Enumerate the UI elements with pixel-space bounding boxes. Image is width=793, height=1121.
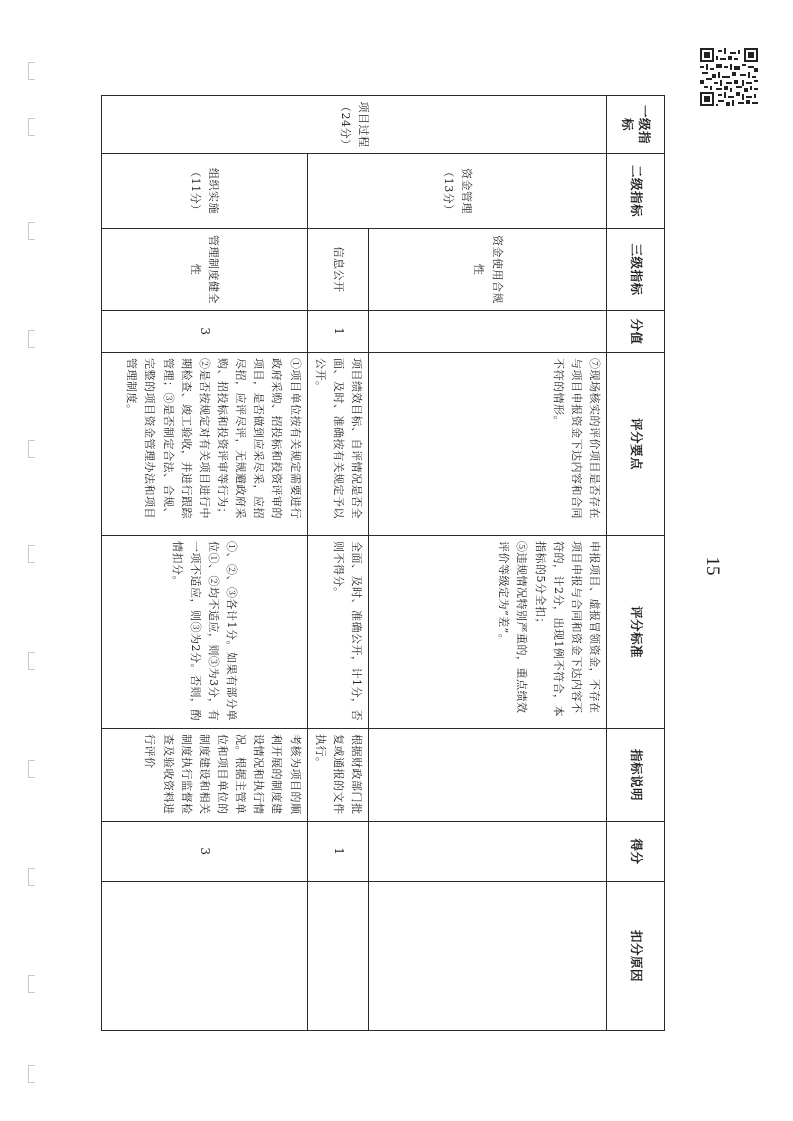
header-criteria: 评分标准 xyxy=(607,536,665,729)
table-row xyxy=(307,96,368,1031)
table-header-row xyxy=(607,96,665,1031)
header-points: 分值 xyxy=(607,311,665,353)
level3-cell: 信息公开 xyxy=(307,229,368,311)
key-points-cell: 项目绩效目标、自评情况是否全面、及时、准确按有关规定予以公开。 xyxy=(307,353,368,536)
binding-mark xyxy=(28,868,35,886)
criteria-cell: 申报项目、虚报冒领资金，不存在项目申报与合同和资金下达内容不符的，计2分，出现1例不符合，本指标的5分全扣； ⑤违规情况特别严重的，重点绩效评价等级定为“差”。 xyxy=(369,536,607,729)
table-sheet xyxy=(110,95,665,1030)
header-explanation: 指标说明 xyxy=(607,729,665,822)
points-cell: 3 xyxy=(101,311,307,353)
header-level3: 三级指标 xyxy=(607,229,665,311)
score-cell: 1 xyxy=(307,822,368,882)
explanation-cell: 根据财政部门批复或通报的文件执行。 xyxy=(307,729,368,822)
criteria-cell: 全面、及时、准确公开，计1分，否则不得分。 xyxy=(307,536,368,729)
key-points-cell: ⑦现场核实的评价项目是否存在与项目申报资金下达内容和合同不符的情形。 xyxy=(369,353,607,536)
explanation-cell xyxy=(369,729,607,822)
header-key-points: 评分要点 xyxy=(607,353,665,536)
table-row xyxy=(369,96,607,1031)
binding-mark xyxy=(28,222,35,240)
criteria-cell: ①、②、③各计1分。如果有部分单位①、②均不适应，则③为3分，有一项不适应，则③为2分。否则，酌情扣分。 xyxy=(101,536,307,729)
header-deduction-reason: 扣分原因 xyxy=(607,882,665,1031)
binding-mark xyxy=(28,440,35,458)
binding-mark xyxy=(28,975,35,993)
score-cell: 3 xyxy=(101,822,307,882)
deduction-reason-cell xyxy=(101,882,307,1031)
binding-mark xyxy=(28,1065,35,1083)
binding-mark xyxy=(28,652,35,670)
header-level2: 二级指标 xyxy=(607,154,665,229)
evaluation-table xyxy=(101,95,665,1031)
binding-mark xyxy=(28,330,35,348)
level3-cell: 管理制度健全性 xyxy=(101,229,307,311)
binding-mark xyxy=(28,62,35,80)
binding-mark xyxy=(28,760,35,778)
table-row xyxy=(101,96,307,1031)
level3-cell: 资金使用合规性 xyxy=(369,229,607,311)
points-cell: 1 xyxy=(307,311,368,353)
level2-cell: 资金管理（13分） xyxy=(307,154,606,229)
page-number: 15 xyxy=(702,556,723,576)
rotated-table-region xyxy=(110,95,665,1030)
binding-mark xyxy=(28,118,35,136)
header-level1: 一级指标 xyxy=(607,96,665,154)
explanation-cell: 考核为项目的顺利开展的制度建设情况和执行情况。根据主管单位和项目单位的制度建设和相关制度执行监督检查及验收资料进行评价 xyxy=(101,729,307,822)
level1-cell: 项目过程（24分） xyxy=(101,96,606,154)
binding-mark xyxy=(28,545,35,563)
level2-cell: 组织实施（11分） xyxy=(101,154,307,229)
deduction-reason-cell xyxy=(307,882,368,1031)
qr-code xyxy=(700,48,758,106)
score-cell xyxy=(369,822,607,882)
points-cell xyxy=(369,311,607,353)
key-points-cell: ①项目单位按有关规定需要进行政府采购、招投标和投资评审的项目，是否做到应采尽采，应招尽招，应评尽评，无规避政府采购、招投标和投资评审等行为； ②是否按规定对有关项目进行中期检查、竣工验收，并进行跟踪管理；③是否制定合法、合规、完整的项目资金管理办法和项目管理制度。 xyxy=(101,353,307,536)
header-score: 得分 xyxy=(607,822,665,882)
deduction-reason-cell xyxy=(369,882,607,1031)
